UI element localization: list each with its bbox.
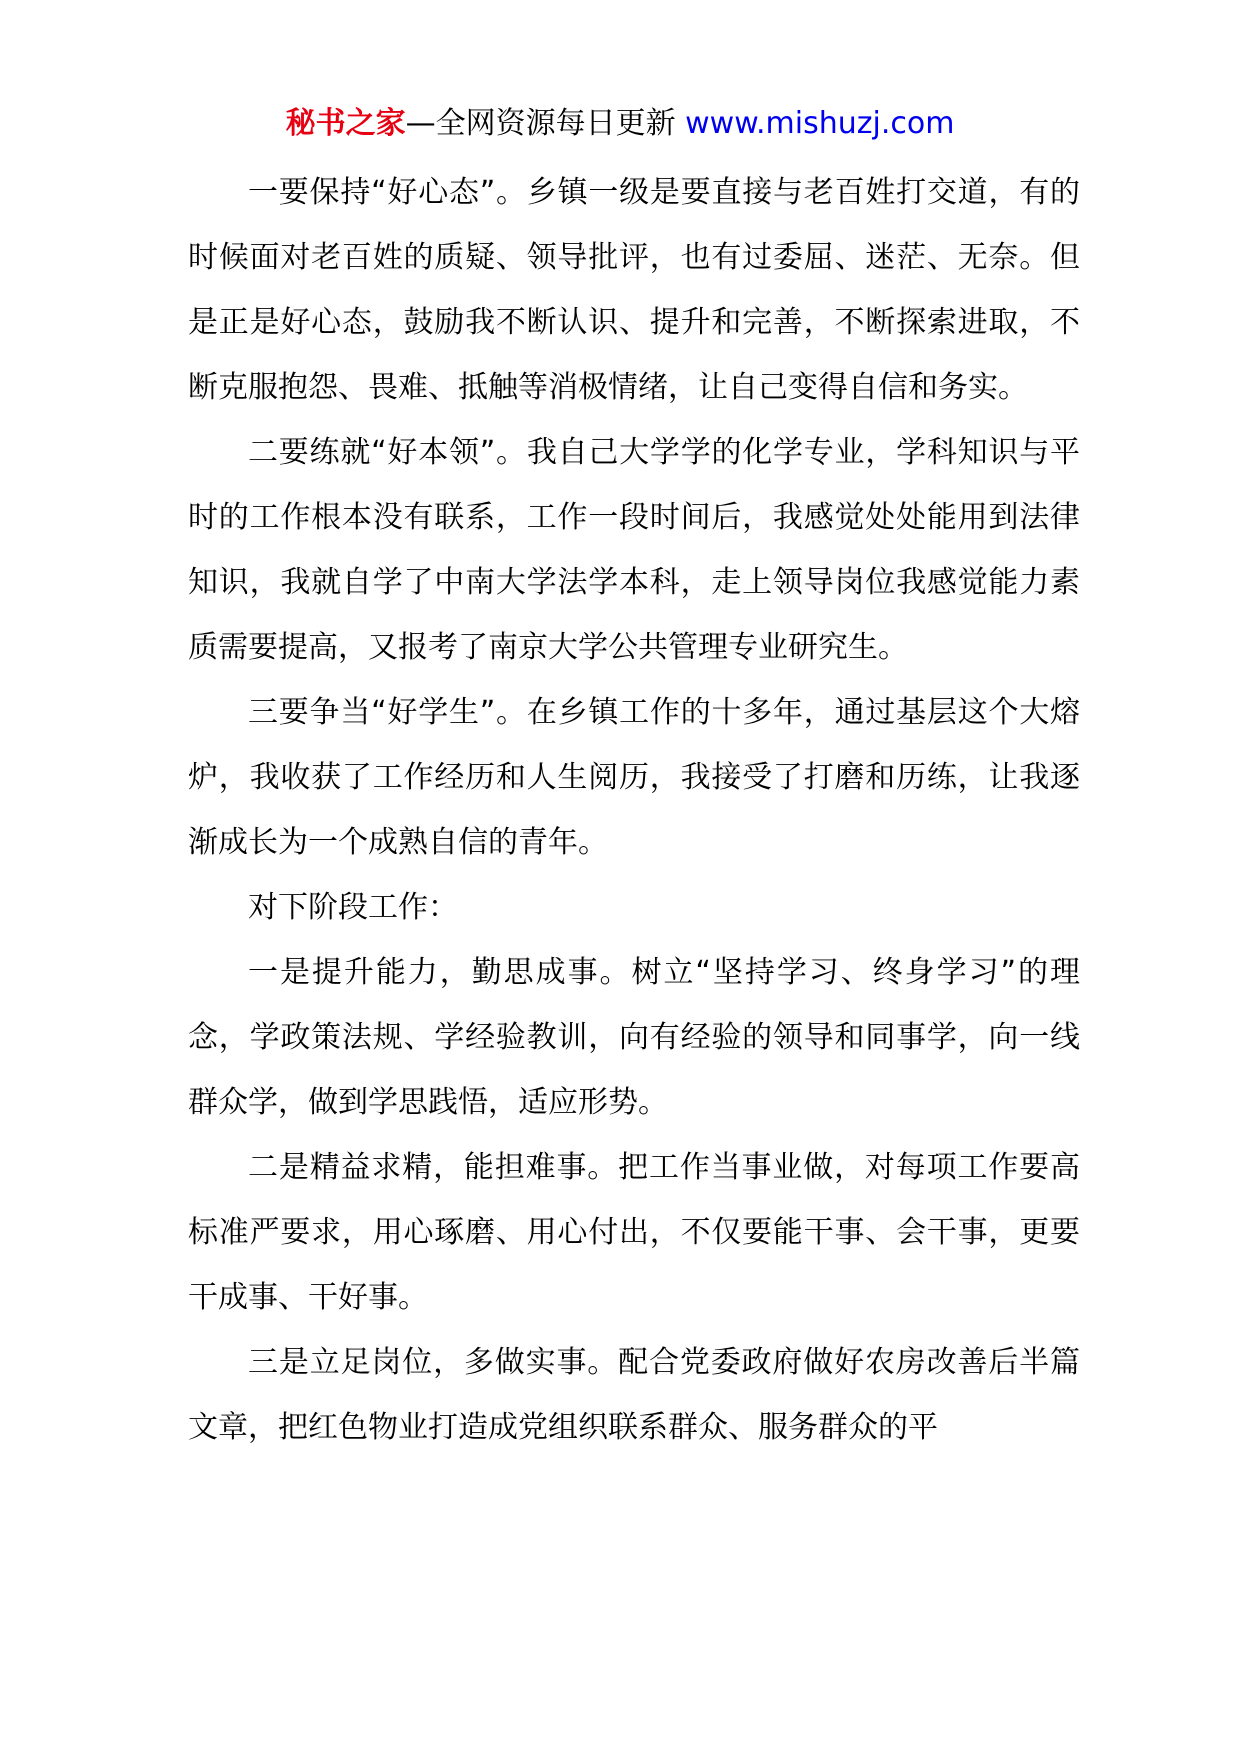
paragraph: 对下阶段工作： <box>248 890 458 925</box>
header-slogan: —全网资源每日更新 <box>405 106 686 141</box>
page-header <box>0 104 1240 144</box>
header-url-link[interactable]: www.mishuzj.com <box>685 106 955 141</box>
paragraph: 二是精益求精，能担难事。把工作当事业做，对每项工作要高标准严要求，用心琢磨、用心付出，不仅要能干事、会干事，更要干成事、干好事。 <box>188 1150 1080 1315</box>
header-brand: 秘书之家 <box>285 106 406 141</box>
paragraph: 二要练就“好本领”。我自己大学学的化学专业，学科知识与平时的工作根本没有联系，工作一段时间后，我感觉处处能用到法律知识，我就自学了中南大学法学本科，走上领导岗位我感觉能力素质需要提高，又报考了南京大学公共管理专业研究生。 <box>188 435 1080 665</box>
paragraph: 三要争当“好学生”。在乡镇工作的十多年，通过基层这个大熔炉，我收获了工作经历和人生阅历，我接受了打磨和历练，让我逐渐成长为一个成熟自信的青年。 <box>188 695 1080 860</box>
paragraph: 三是立足岗位，多做实事。配合党委政府做好农房改善后半篇文章，把红色物业打造成党组织联系群众、服务群众的平 <box>188 1345 1080 1445</box>
paragraph: 一是提升能力，勤思成事。树立“坚持学习、终身学习”的理念，学政策法规、学经验教训，向有经验的领导和同事学，向一线群众学，做到学思践悟，适应形势。 <box>188 955 1080 1120</box>
paragraph: 一要保持“好心态”。乡镇一级是要直接与老百姓打交道，有的时候面对老百姓的质疑、领导批评，也有过委屈、迷茫、无奈。但是正是好心态，鼓励我不断认识、提升和完善，不断探索进取，不断克服抱怨、畏难、抵触等消极情绪，让自己变得自信和务实。 <box>188 175 1080 405</box>
document-body <box>188 160 1080 1460</box>
